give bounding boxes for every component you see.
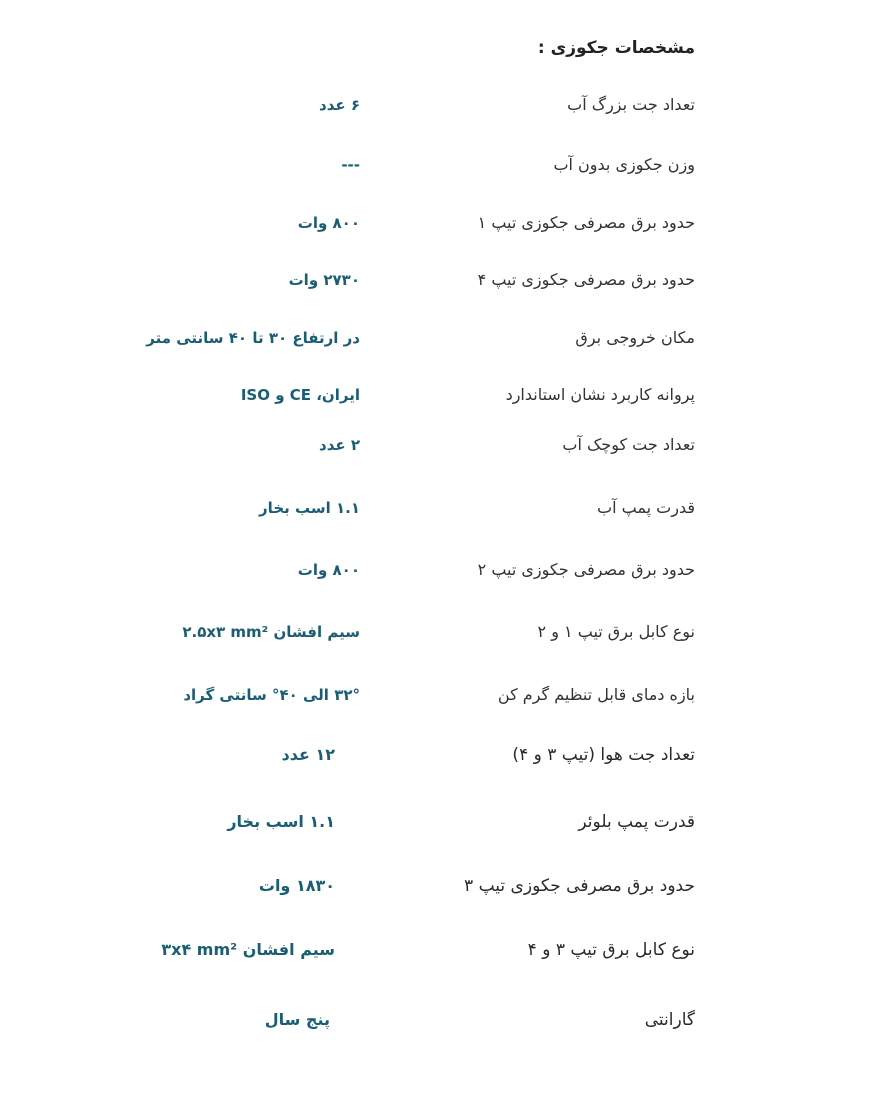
spec-row-large-water-jets	[0, 85, 870, 125]
spec-label: حدود برق مصرفی جکوزی تیپ ۴	[477, 270, 695, 289]
spec-value: سیم افشان ۲.۵x۳ mm²	[182, 623, 360, 641]
spec-label: تعداد جت کوچک آب	[562, 435, 695, 454]
spec-value: ۲۷۳۰ وات	[288, 271, 360, 289]
spec-label: گارانتی	[644, 1010, 695, 1030]
spec-value: ۱.۱ اسب بخار	[227, 812, 335, 831]
spec-label: وزن جکوزی بدون آب	[553, 155, 695, 174]
spec-value: ۸۰۰ وات	[297, 214, 360, 232]
spec-label: حدود برق مصرفی جکوزی تیپ ۱	[477, 213, 695, 232]
spec-row-power-outlet-location	[0, 318, 870, 358]
spec-label: نوع کابل برق تیپ ۱ و ۲	[537, 622, 695, 641]
spec-value: ۶ عدد	[319, 96, 360, 114]
spec-row-small-water-jets	[0, 425, 870, 465]
spec-label: قدرت پمپ بلوئر	[578, 812, 695, 832]
spec-label: حدود برق مصرفی جکوزی تیپ ۳	[464, 876, 695, 896]
spec-value: ۳۲° الی ۴۰° سانتی گراد	[183, 686, 360, 704]
spec-value: در ارتفاع ۳۰ تا ۴۰ سانتی متر	[146, 329, 360, 347]
spec-row-power-type-2	[0, 550, 870, 590]
spec-row-heater-temperature-range	[0, 675, 870, 715]
spec-row-power-type-3	[0, 866, 870, 906]
spec-label: تعداد جت بزرگ آب	[567, 95, 695, 114]
spec-label: حدود برق مصرفی جکوزی تیپ ۲	[477, 560, 695, 579]
spec-value: ۲ عدد	[319, 436, 360, 454]
spec-row-power-type-4	[0, 260, 870, 300]
spec-row-dry-weight	[0, 145, 870, 185]
spec-label: پروانه کاربرد نشان استاندارد	[505, 385, 695, 404]
spec-label: نوع کابل برق تیپ ۳ و ۴	[527, 940, 695, 960]
spec-value: ۱۲ عدد	[281, 745, 335, 764]
spec-row-cable-type-1-2	[0, 612, 870, 652]
spec-value: ۱.۱ اسب بخار	[259, 499, 360, 517]
spec-label: تعداد جت هوا (تیپ ۳ و ۴)	[512, 745, 695, 765]
spec-value: ۸۰۰ وات	[297, 561, 360, 579]
spec-value: سیم افشان ۳x۴ mm²	[161, 940, 335, 959]
spec-value: ایران، CE و ISO	[240, 386, 360, 404]
spec-row-water-pump-power	[0, 488, 870, 528]
spec-row-standard-license	[0, 375, 870, 415]
spec-row-cable-type-3-4	[0, 930, 870, 970]
page-title: مشخصات جکوزی :	[537, 38, 695, 58]
spec-label: قدرت پمپ آب	[597, 498, 695, 517]
spec-row-warranty	[0, 1000, 870, 1040]
spec-value: پنج سال	[264, 1010, 330, 1029]
spec-row-power-type-1	[0, 203, 870, 243]
spec-value: ۱۸۳۰ وات	[258, 876, 335, 895]
spec-row-blower-pump-power	[0, 802, 870, 842]
spec-label: بازه دمای قابل تنظیم گرم کن	[497, 685, 695, 704]
spec-row-air-jets	[0, 735, 870, 775]
spec-label: مکان خروجی برق	[575, 328, 695, 347]
spec-value: ---	[341, 156, 360, 174]
